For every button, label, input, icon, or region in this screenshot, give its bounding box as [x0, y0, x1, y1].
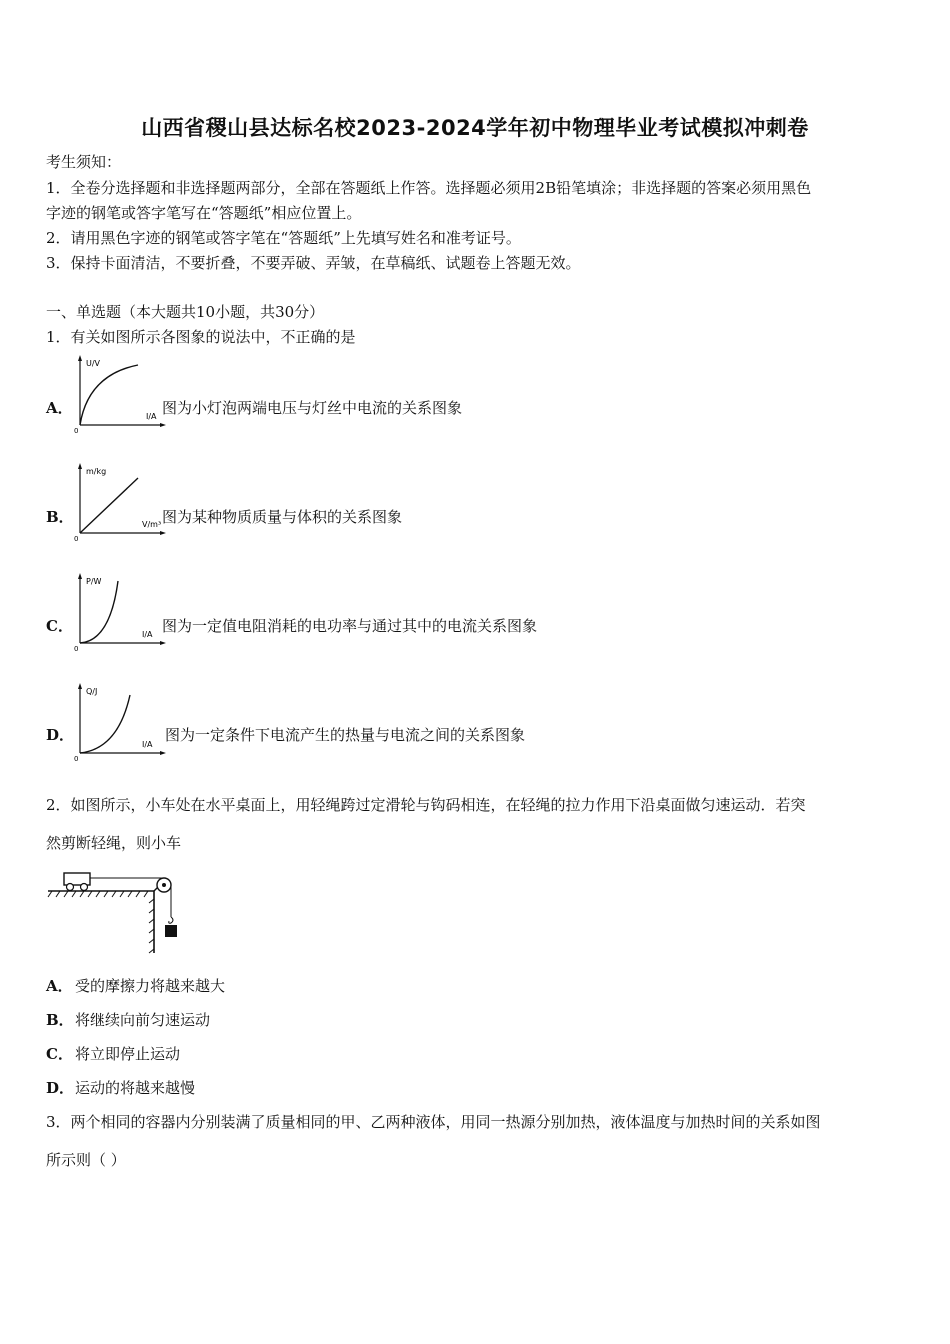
q1-option-b-text: 图为某种物质质量与体积的关系图象 — [162, 508, 403, 526]
graph-d-origin: 0 — [74, 755, 79, 763]
graph-a-origin: 0 — [74, 427, 79, 435]
q3-stem-line1: 3．两个相同的容器内分别装满了质量相同的甲、乙两种液体，用同一热源分别加热，液体温度与加热时间的关系如图 — [46, 1113, 821, 1131]
q2-option-d-text: 运动的将越来越慢 — [75, 1079, 196, 1097]
graph-c-p-i — [70, 573, 170, 653]
q1-option-b-letter: B． — [46, 508, 74, 526]
q2-stem-line2: 然剪断轻绳，则小车 — [46, 834, 182, 852]
q1-option-d-text: 图为一定条件下电流产生的热量与电流之间的关系图象 — [165, 726, 526, 744]
graph-a-xlabel: I/A — [146, 412, 157, 421]
q1-option-d-letter: D． — [46, 726, 75, 744]
notice-heading: 考生须知： — [46, 153, 122, 171]
graph-b-xlabel: V/m³ — [142, 520, 162, 529]
graph-d-ylabel: Q/J — [86, 687, 98, 696]
graph-c-xlabel: I/A — [142, 630, 153, 639]
q2-cart-pulley-diagram — [46, 865, 186, 957]
graph-b-m-v — [70, 463, 170, 543]
graph-d-q-i — [70, 683, 170, 763]
graph-b-ylabel: m/kg — [86, 467, 107, 476]
graph-c-origin: 0 — [74, 645, 79, 653]
q2-stem-line1: 2．如图所示，小车处在水平桌面上，用轻绳跨过定滑轮与钩码相连，在轻绳的拉力作用下沿桌面做匀速运动．若突 — [46, 796, 806, 814]
notice-item-1-cont: 字迹的钢笔或答字笔写在“答题纸”相应位置上。 — [46, 204, 362, 222]
notice-item-2: 2．请用黑色字迹的钢笔或答字笔在“答题纸”上先填写姓名和准考证号。 — [46, 229, 521, 247]
graph-a-u-i — [70, 355, 170, 435]
notice-item-3: 3．保持卡面清洁，不要折叠，不要弄破、弄皱，在草稿纸、试题卷上答题无效。 — [46, 254, 581, 272]
q1-stem: 1．有关如图所示各图象的说法中，不正确的是 — [46, 328, 356, 346]
q2-option-b-letter: B． — [46, 1011, 74, 1029]
graph-d-xlabel: I/A — [142, 740, 153, 749]
exam-title: 山西省稷山县达标名校2023-2024学年初中物理毕业考试模拟冲刺卷 — [141, 116, 809, 140]
notice-item-1: 1．全卷分选择题和非选择题两部分，全部在答题纸上作答。选择题必须用2B铅笔填涂；非选择题的答案必须用黑色 — [46, 179, 812, 197]
q1-option-a-text: 图为小灯泡两端电压与灯丝中电流的关系图象 — [162, 399, 463, 417]
section-heading: 一、单选题（本大题共10小题，共30分） — [46, 303, 325, 321]
q2-option-a-letter: A． — [46, 977, 73, 995]
q1-option-a-letter: A． — [46, 399, 73, 417]
q2-option-c-letter: C． — [46, 1045, 73, 1063]
q3-stem-line2: 所示则（ ） — [46, 1151, 126, 1169]
graph-c-ylabel: P/W — [86, 577, 102, 586]
q2-option-d-letter: D． — [46, 1079, 75, 1097]
graph-a-ylabel: U/V — [86, 359, 101, 368]
q1-option-c-letter: C． — [46, 617, 73, 635]
q2-option-b-text: 将继续向前匀速运动 — [75, 1011, 211, 1029]
q2-option-a-text: 受的摩擦力将越来越大 — [75, 977, 226, 995]
q1-option-c-text: 图为一定值电阻消耗的电功率与通过其中的电流关系图象 — [162, 617, 538, 635]
q2-option-c-text: 将立即停止运动 — [75, 1045, 181, 1063]
graph-b-origin: 0 — [74, 535, 79, 543]
